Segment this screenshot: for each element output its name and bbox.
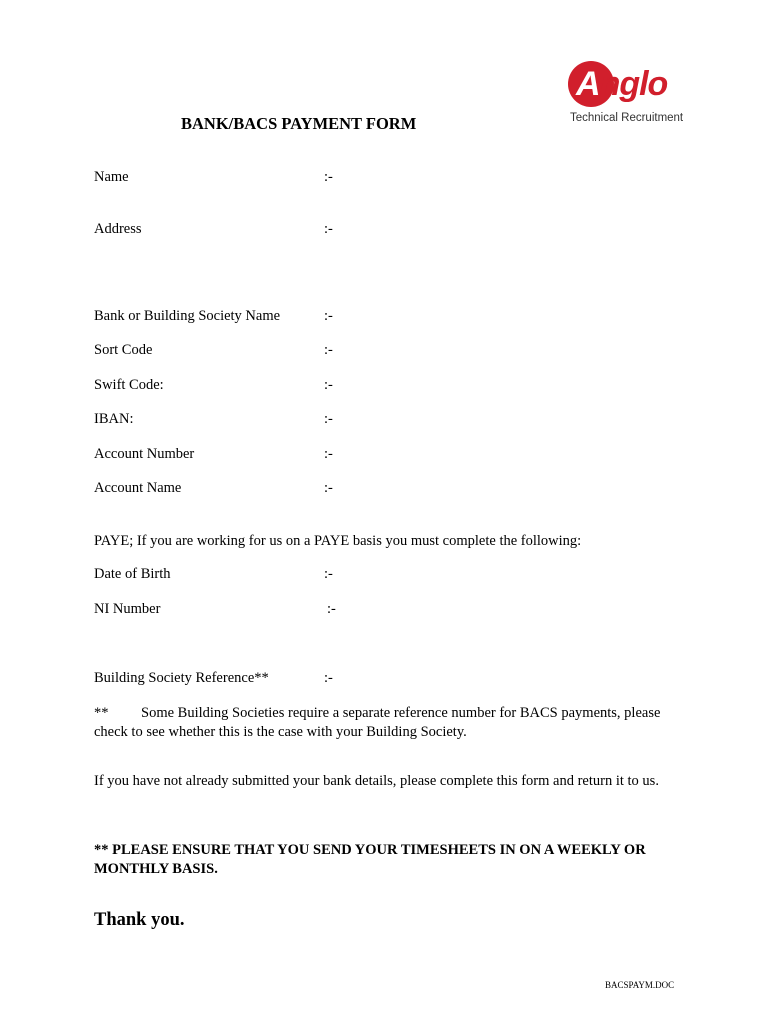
- field-name-label: Name: [94, 169, 129, 185]
- note-marker: **: [94, 705, 109, 721]
- field-separator: :-: [324, 446, 333, 462]
- field-swift-code-label: Swift Code:: [94, 377, 164, 393]
- form-title: BANK/BACS PAYMENT FORM: [181, 114, 417, 133]
- field-ni-number-label: NI Number: [94, 601, 161, 617]
- submit-instruction: If you have not already submitted your bank details, please complete this form and return it to us.: [94, 773, 659, 789]
- logo-initial: A: [576, 65, 600, 103]
- note-text: Some Building Societies require a separate reference number for BACS payments, please check to see whether this is the case with your Building Society.: [94, 705, 661, 740]
- field-iban-label: IBAN:: [94, 411, 134, 427]
- field-date-of-birth-label: Date of Birth: [94, 566, 171, 582]
- logo-wordmark: [576, 62, 667, 106]
- field-address-label: Address: [94, 221, 142, 237]
- field-separator: :-: [324, 221, 333, 237]
- field-separator: :-: [324, 169, 333, 185]
- field-separator: :-: [324, 480, 333, 496]
- field-separator: :-: [324, 566, 333, 582]
- footer-document-ref: BACSPAYM.DOC: [605, 980, 675, 990]
- field-separator: :-: [327, 601, 336, 617]
- logo-word-rest: nglo: [599, 65, 668, 103]
- field-separator: :-: [324, 411, 333, 427]
- field-building-society-reference-label: Building Society Reference**: [94, 670, 269, 686]
- field-account-name-label: Account Name: [94, 480, 182, 496]
- field-separator: :-: [324, 342, 333, 358]
- company-logo: [566, 60, 701, 130]
- logo-tagline: Technical Recruitment: [570, 112, 684, 124]
- field-sort-code-label: Sort Code: [94, 342, 153, 358]
- timesheet-notice: ** PLEASE ENSURE THAT YOU SEND YOUR TIMESHEETS IN ON A WEEKLY OR MONTHLY BASIS.: [94, 842, 646, 877]
- field-separator: :-: [324, 308, 333, 324]
- thank-you: Thank you.: [94, 910, 185, 930]
- reference-note: [94, 704, 684, 742]
- field-separator: :-: [324, 377, 333, 393]
- field-separator: :-: [324, 670, 333, 686]
- paye-intro: PAYE; If you are working for us on a PAYE basis you must complete the following:: [94, 533, 582, 549]
- field-account-number-label: Account Number: [94, 446, 195, 462]
- field-bank-name-label: Bank or Building Society Name: [94, 308, 281, 324]
